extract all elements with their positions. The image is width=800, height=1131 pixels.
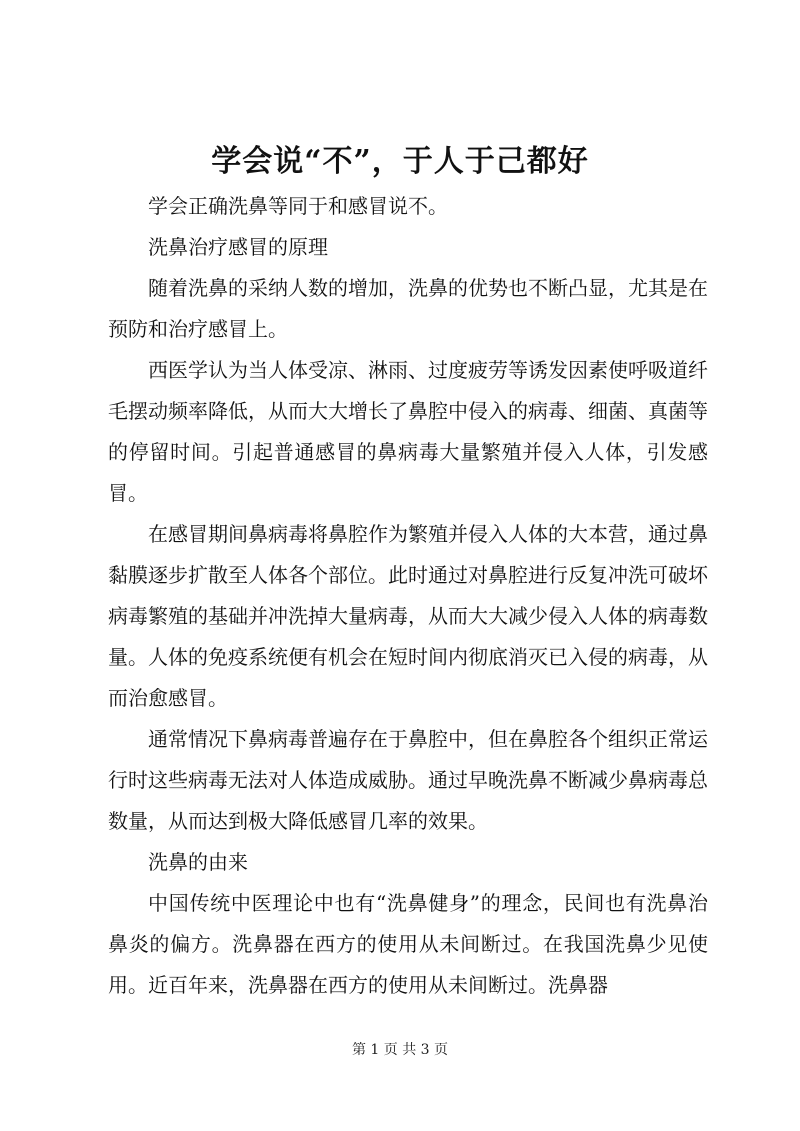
paragraph: 西医学认为当人体受凉、淋雨、过度疲劳等诱发因素使呼吸道纤毛摆动频率降低，从而大大增长了鼻腔中侵入的病毒、细菌、真菌等的停留时间。引起普通感冒的鼻病毒大量繁殖并侵入人体，引发感冒。 xyxy=(108,358,708,505)
paragraph: 随着洗鼻的采纳人数的增加，洗鼻的优势也不断凸显，尤其是在预防和治疗感冒上。 xyxy=(108,276,708,341)
paragraph: 中国传统中医理论中也有“洗鼻健身”的理念，民间也有洗鼻治鼻炎的偏方。洗鼻器在西方的使用从未间断过。在我国洗鼻少见使用。近百年来，洗鼻器在西方的使用从未间断过。洗鼻器 xyxy=(108,891,708,997)
page-number-footer: 第 1 页 共 3 页 xyxy=(351,1042,449,1058)
section-heading: 洗鼻的由来 xyxy=(148,850,248,874)
paragraph: 学会正确洗鼻等同于和感冒说不。 xyxy=(148,194,448,218)
document-title: 学会说“不”，于人于己都好 xyxy=(211,144,589,179)
section-heading: 洗鼻治疗感冒的原理 xyxy=(148,235,328,259)
document-body xyxy=(108,186,708,1006)
paragraph: 在感冒期间鼻病毒将鼻腔作为繁殖并侵入人体的大本营，通过鼻黏膜逐步扩散至人体各个部位。此时通过对鼻腔进行反复冲洗可破坏病毒繁殖的基础并冲洗掉大量病毒，从而大大减少侵入人体的病毒数量。人体的免疫系统便有机会在短时间内彻底消灭已入侵的病毒，从而治愈感冒。 xyxy=(108,522,708,710)
paragraph: 通常情况下鼻病毒普遍存在于鼻腔中，但在鼻腔各个组织正常运行时这些病毒无法对人体造成威胁。通过早晚洗鼻不断减少鼻病毒总数量，从而达到极大降低感冒几率的效果。 xyxy=(108,727,708,833)
